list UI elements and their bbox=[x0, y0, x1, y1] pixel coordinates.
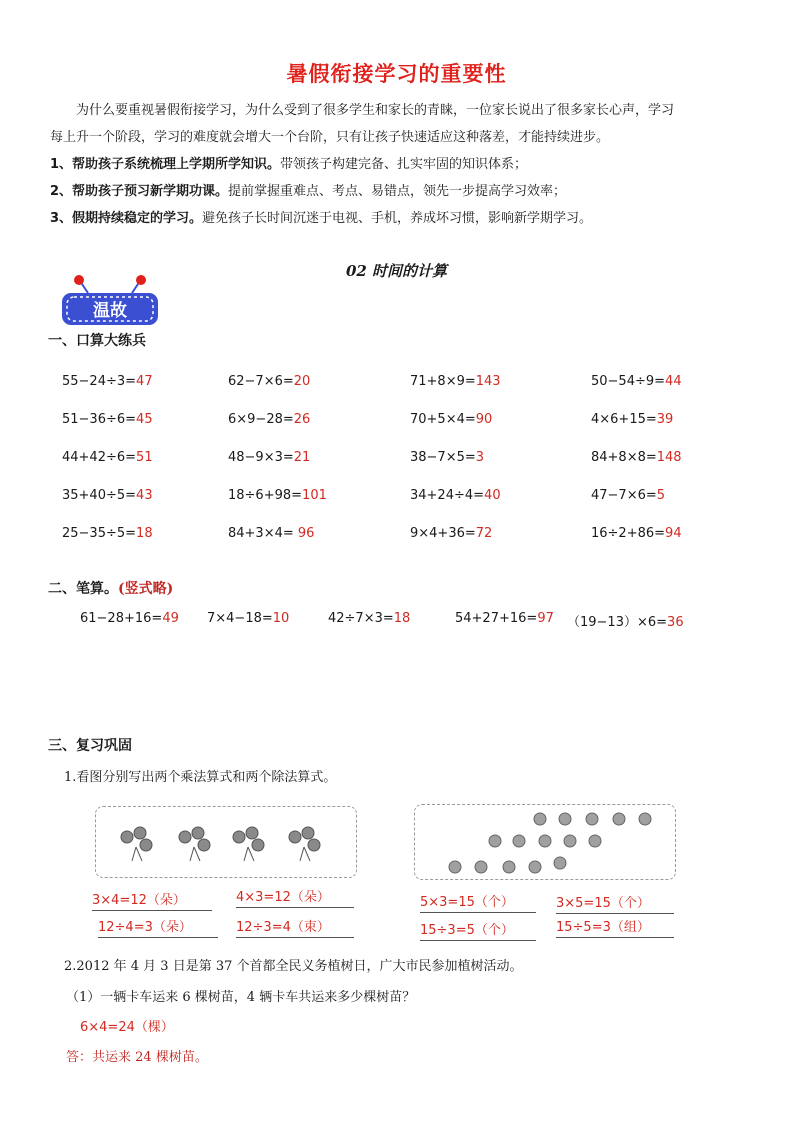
oral-item: 44+42÷6=51 bbox=[62, 450, 153, 465]
question-2-1-answer: 答：共运来 24 棵树苗。 bbox=[66, 1050, 208, 1065]
intro-line-2: 每上升一个阶段，学习的难度就会增大一个台阶，只有让孩子快速适应这种落差，才能持续进步。 bbox=[50, 130, 610, 145]
oral-item: 70+5×4=90 bbox=[410, 412, 493, 427]
answer-line: 12÷4=3（朵） bbox=[98, 916, 218, 938]
question-2-1-calc: 6×4=24（棵） bbox=[80, 1020, 174, 1035]
answer-line: 3×5=15（个） bbox=[556, 892, 674, 914]
oral-item: 9×4+36=72 bbox=[410, 526, 493, 541]
oral-item: 71+8×9=143 bbox=[410, 374, 501, 389]
answer-line: 15÷3=5（个） bbox=[420, 919, 536, 941]
lesson-title: 02 时间的计算 bbox=[345, 262, 448, 280]
question-2: 2.2012 年 4 月 3 日是第 37 个首都全民义务植树日，广大市民参加植树活动。 bbox=[64, 959, 523, 974]
oral-item: 84+3×4= 96 bbox=[228, 526, 315, 541]
answer-line: 12÷3=4（束） bbox=[236, 916, 354, 938]
section1-title: 一、口算大练兵 bbox=[48, 333, 146, 349]
written-item: 61−28+16=49 bbox=[80, 611, 179, 626]
intro-point-3: 3、假期持续稳定的学习。避免孩子长时间沉迷于电视、手机，养成坏习惯，影响新学期学习。 bbox=[50, 211, 593, 226]
section2-title: 二、笔算。(竖式略) bbox=[48, 581, 174, 597]
oral-item: 62−7×6=20 bbox=[228, 374, 311, 389]
flower-picture-panel bbox=[95, 806, 357, 878]
oral-item: 4×6+15=39 bbox=[591, 412, 674, 427]
section3-title: 三、复习巩固 bbox=[48, 738, 132, 754]
written-item: 42÷7×3=18 bbox=[328, 611, 411, 626]
oral-item: 55−24÷3=47 bbox=[62, 374, 153, 389]
fruit-picture-panel bbox=[414, 804, 676, 880]
oral-item: 34+24÷4=40 bbox=[410, 488, 501, 503]
oral-item: 38−7×5=3 bbox=[410, 450, 485, 465]
oral-item: 6×9−28=26 bbox=[228, 412, 311, 427]
oral-item: 16÷2+86=94 bbox=[591, 526, 682, 541]
oral-item: 84+8×8=148 bbox=[591, 450, 682, 465]
oral-item: 35+40÷5=43 bbox=[62, 488, 153, 503]
review-badge bbox=[60, 273, 160, 328]
intro-point-2: 2、帮助孩子预习新学期功课。提前掌握重难点、考点、易错点，领先一步提高学习效率； bbox=[50, 184, 567, 199]
written-item: 7×4−18=10 bbox=[207, 611, 290, 626]
oral-item: 48−9×3=21 bbox=[228, 450, 311, 465]
oral-item: 25−35÷5=18 bbox=[62, 526, 153, 541]
flower-bunches-icon bbox=[96, 807, 356, 877]
written-item: （19−13）×6=36 bbox=[567, 615, 684, 630]
intro-line-1: 为什么要重视暑假衔接学习，为什么受到了很多学生和家长的青睐，一位家长说出了很多家长心声，学习 bbox=[76, 103, 675, 118]
answer-line: 4×3=12（朵） bbox=[236, 886, 354, 908]
question-1: 1.看图分别写出两个乘法算式和两个除法算式。 bbox=[64, 770, 337, 785]
question-2-1: （1）一辆卡车运来 6 棵树苗，4 辆卡车共运来多少棵树苗？ bbox=[66, 990, 416, 1005]
intro-point-1: 1、帮助孩子系统梳理上学期所学知识。带领孩子构建完备、扎实牢固的知识体系； bbox=[50, 157, 528, 172]
answer-line: 15÷5=3（组） bbox=[556, 916, 674, 938]
oral-item: 18÷6+98=101 bbox=[228, 488, 327, 503]
written-item: 54+27+16=97 bbox=[455, 611, 554, 626]
fruit-groups-icon bbox=[415, 805, 675, 879]
oral-item: 51−36÷6=45 bbox=[62, 412, 153, 427]
answer-line: 3×4=12（朵） bbox=[92, 889, 212, 911]
oral-item: 50−54÷9=44 bbox=[591, 374, 682, 389]
answer-line: 5×3=15（个） bbox=[420, 891, 536, 913]
oral-item: 47−7×6=5 bbox=[591, 488, 666, 503]
page-title: 暑假衔接学习的重要性 bbox=[286, 62, 507, 86]
intro-paragraph bbox=[50, 97, 750, 232]
badge-label: 温故 bbox=[93, 301, 127, 321]
